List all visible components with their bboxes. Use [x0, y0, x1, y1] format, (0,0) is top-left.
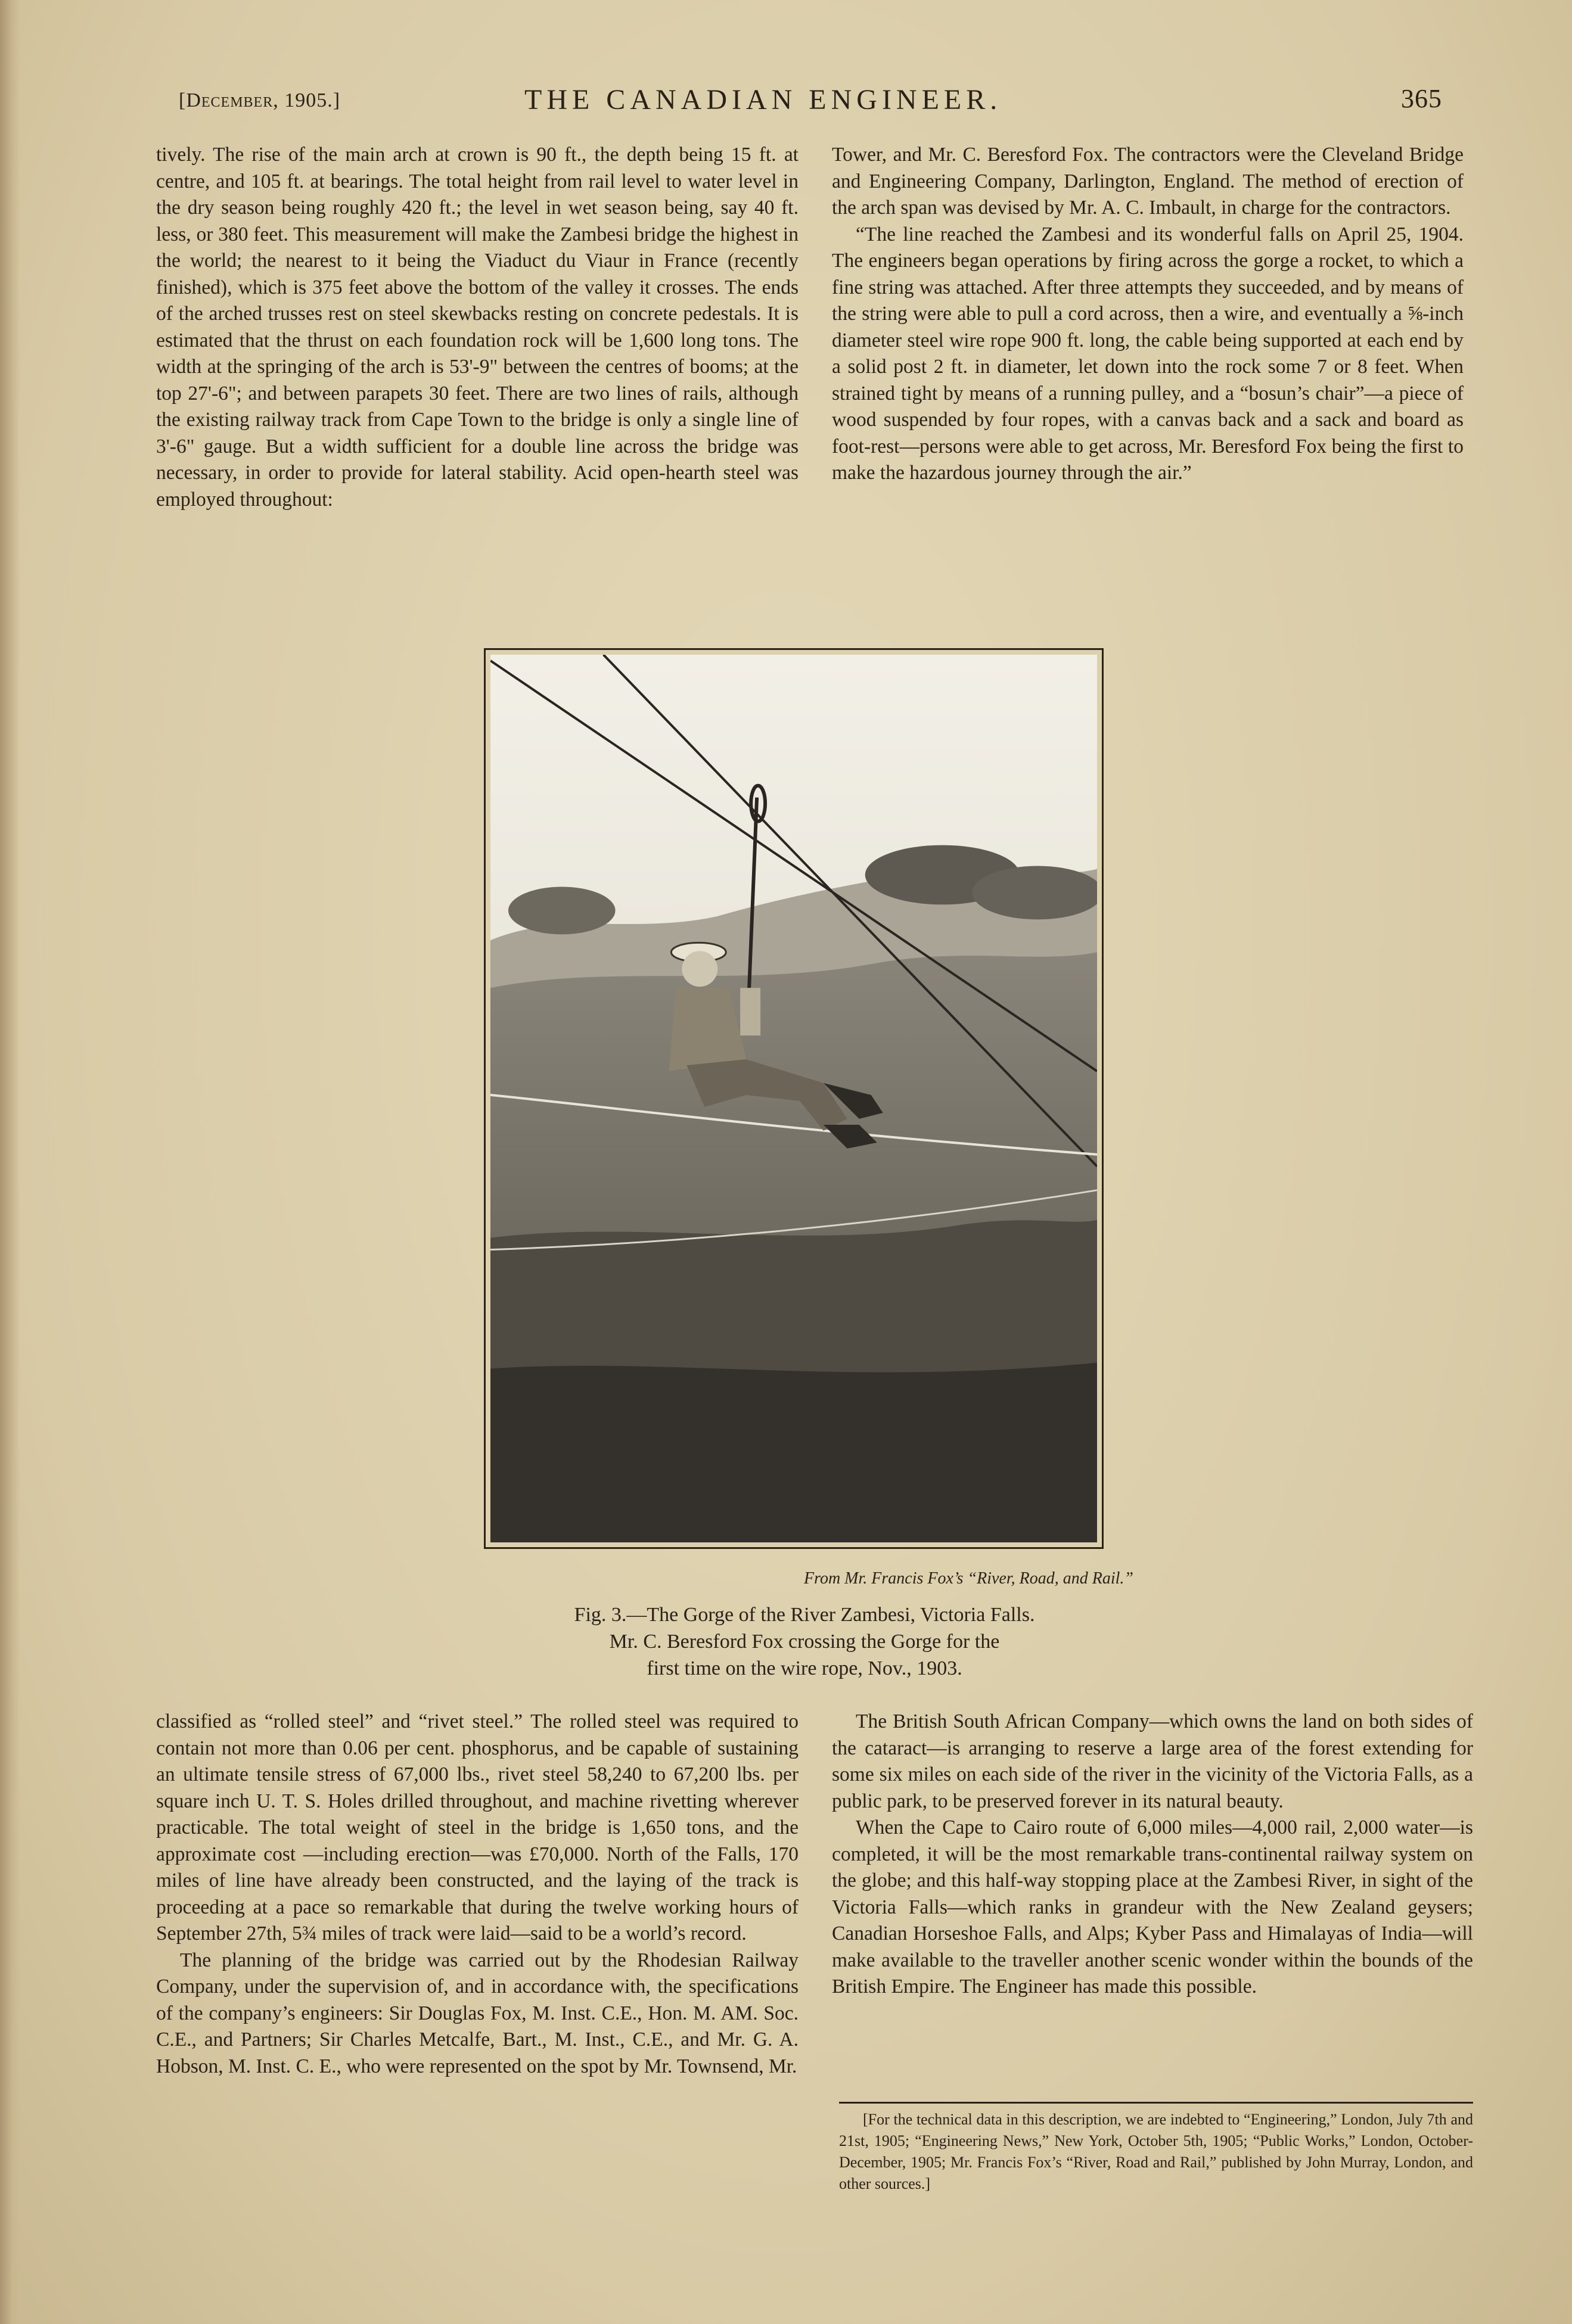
wire-rope-crossing-photo	[490, 655, 1097, 1542]
paragraph: When the Cape to Cairo route of 6,000 miles—4,000 rail, 2,000 water—is completed, it will be the most remarkable trans-continental railway system on the globe; and this half-way stopping place at the Zambesi River, in sight of the Victoria Falls—which ranks in grandeur with the New Zealand geysers; Canadian Horseshoe Falls, and Alps; Kyber Pass and Himalayas of India—will make available to the traveller another scenic wonder within the bounds of the British Empire. The Engineer has made this possible.	[832, 1816, 1473, 1998]
column-top-right	[832, 142, 1464, 487]
running-header	[179, 83, 1454, 125]
binding-edge	[0, 0, 20, 2324]
journal-title: THE CANADIAN ENGINEER.	[524, 84, 1002, 116]
column-top-left	[156, 142, 799, 513]
figure-credit: From Mr. Francis Fox’s “River, Road, and Rail.”	[804, 1569, 1133, 1588]
column-bottom-right	[832, 1709, 1473, 2001]
issue-date: [December, 1905.]	[179, 89, 341, 111]
figure-photo-frame	[484, 648, 1104, 1549]
caption-line: Mr. C. Beresford Fox crossing the Gorge for the	[609, 1631, 1000, 1653]
column-bottom-left	[156, 1709, 799, 2080]
paragraph: The planning of the bridge was carried out by the Rhodesian Railway Company, under the supervision of, and in accordance with, the specifications of the company’s engineers: Sir Douglas Fox, M. Inst. C.E., Hon. M. AM. Soc. C.E., and Partners; Sir Charles Metcalfe, Bart., M. Inst., C.E., and Mr. G. A. Hobson, M. Inst. C. E., who were represented on the spot by Mr. Townsend, Mr.	[156, 1949, 799, 2077]
paragraph: Tower, and Mr. C. Beresford Fox. The contractors were the Cleveland Bridge and Engineering Company, Darlington, England. The method of erection of the arch span was devised by Mr. A. C. Imbault, in charge for the contractors.	[832, 144, 1464, 219]
footnote: [For the technical data in this description, we are indebted to “Engineering,” London, July 7th and 21st, 1905; “Engineering News,” New York, October 5th, 1905; “Public Works,” London, October-December, 1905; Mr. Francis Fox’s “River, Road and Rail,” published by John Murray, London, and other sources.]	[839, 2111, 1473, 2192]
footnote-divider	[839, 2102, 1473, 2104]
caption-line: first time on the wire rope, Nov., 1903.	[647, 1657, 962, 1679]
paragraph: The British South African Company—which owns the land on both sides of the cataract—is arranging to reserve a large area of the forest extending for some six miles on each side of the river in the vicinity of the Victoria Falls, as a public park, to be preserved forever in its natural beauty.	[832, 1710, 1473, 1812]
paragraph: classified as “rolled steel” and “rivet steel.” The rolled steel was required to contain not more than 0.06 per cent. phosphorus, and be capable of sustaining an ultimate tensile stress of 67,000 lbs., rivet steel 58,240 to 67,200 lbs. per square inch U. T. S. Holes drilled throughout, and machine rivetting wherever practicable. The total weight of steel in the bridge is 1,650 tons, and the approximate cost —including erection—was £70,000. North of the Falls, 170 miles of line have already been constructed, and the laying of the track is proceeding at a pace so remarkable that during the twelve working hours of September 27th, 5¾ miles of track were laid—said to be a world’s record.	[156, 1710, 799, 1945]
paragraph: “The line reached the Zambesi and its wonderful falls on April 25, 1904. The engineers began operations by firing across the gorge a rocket, to which a fine string was attached. After three attempts they succeeded, and by means of the string were able to pull a cord across, then a wire, and eventually a ⅝-inch diameter steel wire rope 900 ft. long, the cable being supported at each end by a solid post 2 ft. in diameter, let down into the rock some 7 or 8 feet. When strained tight by means of a running pulley, and a “bosun’s chair”—a piece of wood suspended by four ropes, with a canvas back and a sack and board as foot-rest—persons were able to get across, Mr. Beresford Fox being the first to make the hazardous journey through the air.”	[832, 223, 1464, 484]
paragraph: tively. The rise of the main arch at crown is 90 ft., the depth being 15 ft. at centre, and 105 ft. at bearings. The total height from rail level to water level in the dry season being roughly 420 ft.; the level in wet season being, say 40 ft. less, or 380 feet. This measurement will make the Zambesi bridge the highest in the world; the nearest to it being the Viaduct du Viaur in France (recently finished), which is 375 feet above the bottom of the valley it crosses. The ends of the arched trusses rest on steel skewbacks resting on concrete pedestals. It is estimated that the thrust on each foundation rock will be 1,600 long tons. The width at the springing of the arch is 53'-9" between the centres of booms; at the top 27'-6"; and between parapets 30 feet. There are two lines of rails, although the existing railway track from Cape Town to the bridge is only a single line of 3'-6" gauge. But a width sufficient for a double line across the bridge was necessary, in order to provide for lateral stability. Acid open-hearth steel was employed throughout:	[156, 144, 799, 511]
page-number: 365	[1401, 84, 1442, 113]
figure-caption	[417, 1601, 1192, 1682]
caption-line: Fig. 3.—The Gorge of the River Zambesi, Victoria Falls.	[574, 1604, 1035, 1626]
